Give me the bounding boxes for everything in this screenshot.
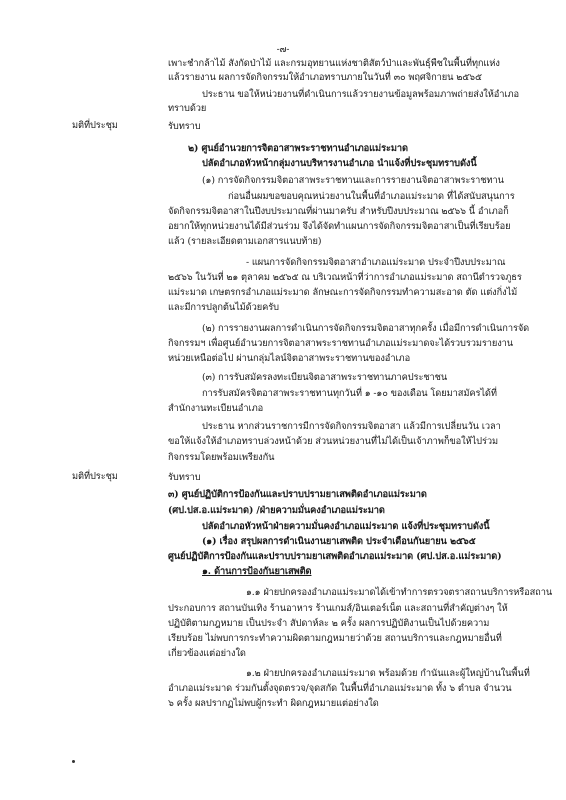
text-line: อยากให้ทุกหน่วยงานได้มีส่วนร่วม จึงได้จัดทำแผนการจัดกิจกรรมจิตอาสาเป็นที่เรียบร้อย: [168, 221, 511, 232]
subject-line: (๑) เรื่อง สรุปผลการดำเนินงานยาเสพติด ประจำเดือนกันยายน ๒๕๖๕: [202, 536, 476, 547]
text-line: กิจกรรมฯ เพื่อศูนย์อำนวยการจิตอาสาพระราชทานอำเภอแม่ระมาดจะได้รวบรวมรายงาน: [168, 338, 514, 349]
resolution-label: มติที่ประชุม: [72, 120, 118, 131]
text-line: ประกอบการ สถานบันเทิง ร้านอาหาร ร้านเกมส์/อินเตอร์เน็ต และสถานที่สำคัญต่างๆ ให้: [168, 603, 508, 614]
text-line: ทราบด้วย: [168, 103, 207, 114]
section-subheading: ปลัดอำเภอหัวหน้ากลุ่มงานบริหารงานอำเภอ นำแจ้งที่ประชุมทราบดังนี้: [202, 158, 477, 169]
text-line: สำนักงานทะเบียนอำเภอ: [168, 403, 264, 414]
resolution-label: มติที่ประชุม: [72, 471, 118, 482]
text-line: แม่ระมาด เกษตรกรอำเภอแม่ระมาด ลักษณะการจัดกิจกรรมทำความสะอาด ตัด แต่งกิ่งไม้: [168, 287, 518, 298]
section-heading: ๒) ศูนย์อำนวยการจิตอาสาพระราชทานอำเภอแม่ระมาด: [188, 143, 408, 154]
section-heading-cont: (ศป.ปส.อ.แม่ระมาด) /ฝ่ายความมั่นคงอำเภอแม่ระมาด: [168, 505, 385, 516]
text-line: ๑.๑ ฝ่ายปกครองอำเภอแม่ระมาดได้เข้าทำการตรวจตราสถานบริการหรือสถาน: [246, 587, 553, 598]
text-line: ขอให้แจ้งให้อำเภอทราบล่วงหน้าด้วย ส่วนหน่วยงานที่ไม่ได้เป็นเจ้าภาพก็ขอให้ไปร่วม: [168, 436, 498, 447]
text-line: เพาะชำกล้าไม้ สังกัดป่าไม้ และกรมอุทยานแห่งชาติสัตว์ป่าและพันธุ์พืชในพื้นที่ทุกแห่ง: [168, 58, 500, 69]
text-line: (๑) การจัดกิจกรรมจิตอาสาพระราชทานและการรายงานจิตอาสาพระราชทาน: [202, 175, 504, 186]
text-line: ประธาน ขอให้หน่วยงานที่ดำเนินการแล้วรายงานข้อมูลพร้อมภาพถ่ายส่งให้อำเภอ: [202, 89, 520, 100]
section-subheading: ปลัดอำเภอหัวหน้าฝ่ายความมั่นคงอำเภอแม่ระมาด แจ้งที่ประชุมทราบดังนี้: [202, 521, 490, 532]
text-line: จัดกิจกรรมจิตอาสาในปีงบประมาณที่ผ่านมาครับ สำหรับปีงบประมาณ ๒๕๖๖ นี้ อำเภอก็: [168, 206, 509, 217]
page-number: -๗-: [276, 45, 290, 55]
text-line: กิจกรรมโดยพร้อมเพรียงกัน: [168, 452, 275, 463]
text-line: ประธาน หากส่วนราชการมีการจัดกิจกรรมจิตอาสา แล้วมีการเปลี่ยนวัน เวลา: [202, 421, 501, 432]
text-line: แล้วรายงาน ผลการจัดกิจกรรมให้อำเภอทราบภายในวันที่ ๓๐ พฤศจิกายน ๒๕๖๕: [168, 72, 482, 83]
text-line: ก่อนอื่นผมขอขอบคุณหน่วยงานในพื้นที่อำเภอแม่ระมาด ที่ได้สนับสนุนการ: [228, 191, 515, 202]
text-line: (๓) การรับสมัครลงทะเบียนจิตอาสาพระราชทานภาคประชาชน: [202, 372, 448, 383]
text-line: - แผนการจัดกิจกรรมจิตอาสาอำเภอแม่ระมาด ประจำปีงบประมาณ: [246, 257, 506, 268]
text-line: และมีการปลูกต้นไม้ด้วยครับ: [168, 302, 279, 313]
text-line: รับทราบ: [168, 121, 201, 132]
scan-mark: [72, 760, 75, 763]
text-line: เกี่ยวข้องแต่อย่างใด: [168, 648, 246, 659]
section-heading: ๓) ศูนย์ปฏิบัติการป้องกันและปราบปรามยาเสพติดอำเภอแม่ระมาด: [168, 489, 427, 500]
text-line: อำเภอแม่ระมาด ร่วมกันตั้งจุดตรวจ/จุดสกัด ในพื้นที่อำเภอแม่ระมาด ทั้ง ๖ ตำบล จำนวน: [168, 683, 512, 694]
text-line: แล้ว (รายละเอียดตามเอกสารแนบท้าย): [168, 236, 322, 247]
text-line: การรับสมัครจิตอาสาพระราชทานทุกวันที่ ๑ -๑๐ ของเดือน โดยมาสมัครได้ที่: [202, 388, 497, 399]
text-line: (๒) การรายงานผลการดำเนินการจัดกิจกรรมจิตอาสาทุกครั้ง เมื่อมีการดำเนินการจัด: [202, 323, 530, 334]
text-line: ๖ ครั้ง ผลปรากฏไม่พบผู้กระทำ ผิดกฎหมายแต่อย่างใด: [168, 698, 379, 709]
topic-heading: ๑. ด้านการป้องกันยาเสพติด: [202, 566, 312, 577]
text-line: รับทราบ: [168, 472, 201, 483]
text-line: ๒๕๖๖ ในวันที่ ๒๑ ตุลาคม ๒๕๖๕ ณ บริเวณหน้าที่ว่าการอำเภอแม่ระมาด สถานีตำรวจภูธร: [168, 272, 522, 283]
text-line: เรียบร้อย ไม่พบการกระทำความผิดตามกฎหมายว่าด้วย สถานบริการและกฎหมายอื่นที่: [168, 633, 502, 644]
text-line: ปฏิบัติตามกฎหมาย เป็นประจำ สัปดาห์ละ ๒ ครั้ง ผลการปฏิบัติงานเป็นไปด้วยความ: [168, 618, 490, 629]
text-line: หน่วยเหนือต่อไป ผ่านกลุ่มไลน์จิตอาสาพระราชทานของอำเภอ: [168, 353, 411, 364]
text-line: ๑.๒ ฝ่ายปกครองอำเภอแม่ระมาด พร้อมด้วย กำนันและผู้ใหญ่บ้านในพื้นที่: [246, 668, 530, 679]
center-name: ศูนย์ปฏิบัติการป้องกันและปราบปรามยาเสพติดอำเภอแม่ระมาด (ศป.ปส.อ.แม่ระมาด): [168, 551, 502, 562]
